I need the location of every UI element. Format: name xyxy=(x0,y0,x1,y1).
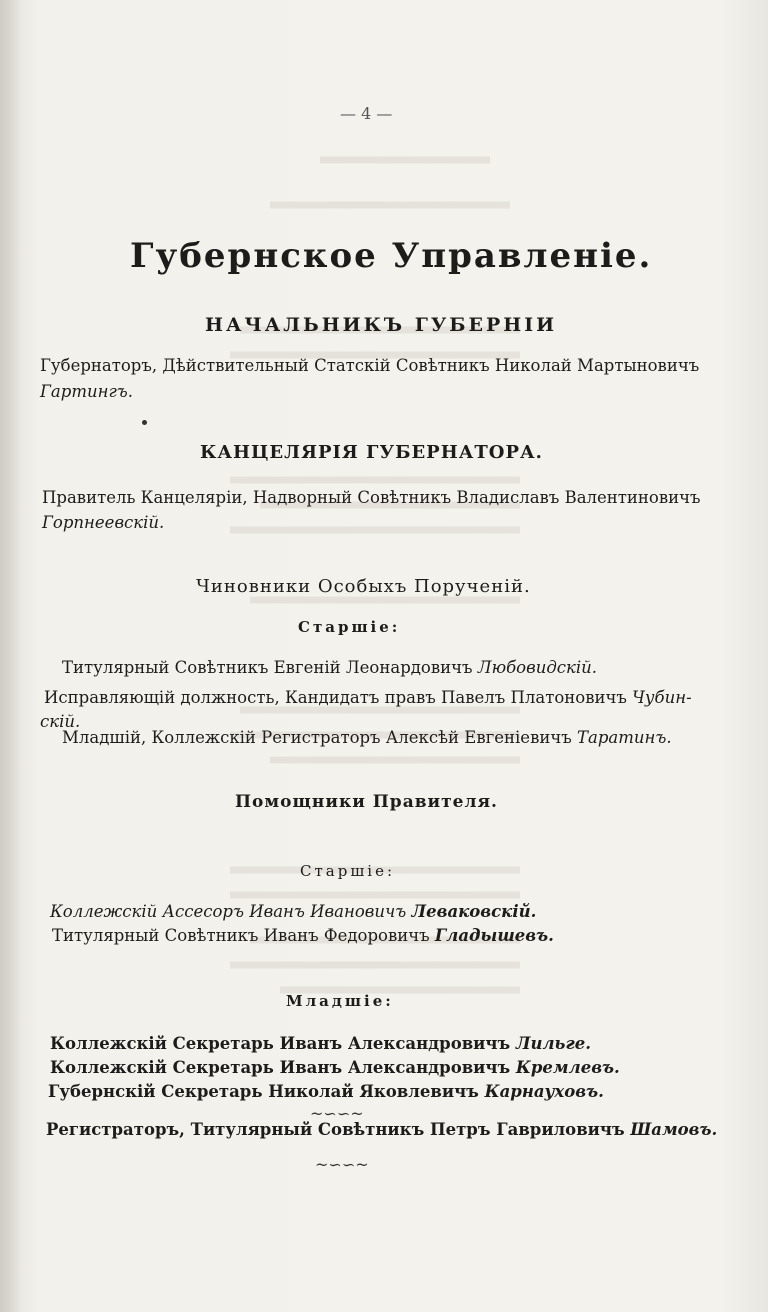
assistant-rank-name: Коллежскій Ассесоръ Иванъ Ивановичъ xyxy=(50,902,412,921)
section-heading-assistants: Помощники Правителя. xyxy=(235,792,498,812)
assistant-surname: Лильге. xyxy=(515,1034,591,1053)
assistant-rank-name: Коллежскій Секретарь Иванъ Александровичъ xyxy=(50,1034,516,1053)
section-heading-special-officials: Чиновники Особыхъ Порученій. xyxy=(196,576,531,597)
page-title: Губернское Управленіе. xyxy=(130,236,653,276)
end-ornament: ~∽∽~ xyxy=(315,1155,369,1174)
official-surname: Любовидскій. xyxy=(477,658,598,677)
label-junior-assistants: Младшіе: xyxy=(286,992,394,1010)
registrar-rank-name: Регистраторъ, Титулярный Совѣтникъ Петръ Гавриловичъ xyxy=(46,1120,631,1139)
ink-dot xyxy=(142,420,147,425)
assistant-entry xyxy=(50,1034,591,1053)
official-entry xyxy=(62,658,597,677)
official-entry xyxy=(44,688,692,707)
governor-entry: Губернаторъ, Дѣйствительный Статскій Совѣтникъ Николай Мартыновичъ xyxy=(40,356,700,375)
registrar-surname: Шамовъ. xyxy=(630,1120,718,1139)
official-entry xyxy=(62,728,672,747)
official-surname: Таратинъ. xyxy=(577,728,672,747)
assistant-entry xyxy=(48,1082,604,1101)
assistant-rank-name: Титулярный Совѣтникъ Иванъ Федоровичъ xyxy=(52,926,435,945)
chancellery-ruler-surname: Горпнеевскій. xyxy=(42,513,165,532)
assistant-surname: Гладышевъ. xyxy=(434,926,554,945)
assistant-entry xyxy=(50,902,536,921)
section-heading-chancellery: КАНЦЕЛЯРІЯ ГУБЕРНАТОРА. xyxy=(200,442,543,463)
assistant-rank-name: Коллежскій Секретарь Иванъ Александровичъ xyxy=(50,1058,516,1077)
assistant-surname: Кремлевъ. xyxy=(515,1058,620,1077)
binding-shadow xyxy=(0,0,22,1312)
ornament-divider: ~∽∽~ xyxy=(310,1104,364,1123)
assistant-entry xyxy=(52,926,554,945)
assistant-rank-name: Губернскій Секретарь Николай Яковлевичъ xyxy=(48,1082,485,1101)
official-rank-name: Титулярный Совѣтникъ Евгеній Леонардовичъ xyxy=(62,658,478,677)
governor-surname: Гартингъ. xyxy=(40,382,134,401)
label-senior-officials: Старшіе: xyxy=(298,618,401,636)
section-heading-governor: НАЧАЛЬНИКЪ ГУБЕРНІИ xyxy=(205,314,558,336)
chancellery-ruler-entry: Правитель Канцеляріи, Надворный Совѣтникъ Владиславъ Валентиновичъ xyxy=(42,488,701,507)
assistant-entry xyxy=(50,1058,620,1077)
official-rank-name: Младшій, Коллежскій Регистраторъ Алексѣй Евгеніевичъ xyxy=(62,728,578,747)
registrar-entry xyxy=(46,1120,717,1139)
assistant-surname: Леваковскій. xyxy=(411,902,537,921)
official-surname: Чубин- xyxy=(632,688,692,707)
official-rank-name: Исправляющій должность, Кандидатъ правъ Павелъ Платоновичъ xyxy=(44,688,633,707)
official-surname-continued: скій. xyxy=(40,712,81,731)
label-senior-assistants: Старшіе: xyxy=(300,862,395,880)
page-number: — 4 — xyxy=(340,104,393,123)
assistant-surname: Карнауховъ. xyxy=(484,1082,604,1101)
